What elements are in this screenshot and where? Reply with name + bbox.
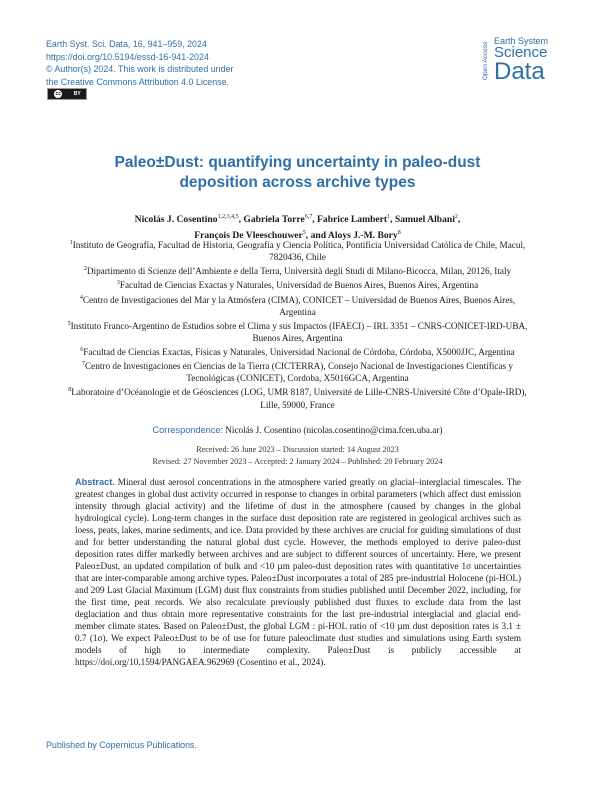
affiliation-text: Facultad de Ciencias Exactas, Físicas y Naturales, Universidad Nacional de Córdoba, Córdoba, X5000JJC, Argentina — [83, 347, 515, 358]
affiliation-item — [66, 318, 529, 344]
author-affiliation-marker: 6,7 — [304, 214, 313, 220]
journal-citation: Earth Syst. Sci. Data, 16, 941–959, 2024 — [46, 39, 207, 49]
affiliation-item — [66, 263, 529, 277]
affiliation-text: Centro de Investigaciones del Mar y la Atmósfera (CIMA), CONICET – Universidad de Buenos Aires, Buenos Aires, Argentina — [82, 294, 516, 317]
affiliation-item — [66, 292, 529, 318]
affiliation-number: 8 — [68, 387, 72, 394]
affiliation-item — [66, 237, 529, 263]
author-affiliation-marker: 1 — [387, 214, 391, 220]
author-affiliation-marker: 1,2,3,4,5 — [217, 214, 239, 220]
author-separator: , — [390, 214, 395, 226]
author-separator: , — [238, 214, 244, 226]
affiliation-number: 6 — [80, 347, 84, 354]
author-affiliation-marker: 5 — [302, 229, 306, 236]
affiliation-text: Instituto de Geografía, Facultad de Historia, Geografía y Ciencia Política, Pontificia Universidad Católica de Chile, Macul, 7820436, Chile — [72, 240, 526, 263]
affiliation-number: 4 — [79, 294, 83, 301]
abstract-text: Mineral dust aerosol concentrations in the atmosphere varied greatly on glacial–interglacial timescales. The greatest changes in global dust activity occurred in response to changes in orbital parameters (which affect dust emission intensity through glacial activity) and the lifetime of dust in the atmosphere (caused by changes in the global hydrological cycle). Long-term changes in the surface dust deposition rate are registered in geological archives such as loess, peats, lakes, marine sediments, and ice. Data provided by these archives are crucial for guiding simulations of dust and for better understanding the natural global dust cycle. However, the methods employed to derive paleo-dust deposition rates differ markedly between archives and are subject to different sources of uncertainty. Here, we present Paleo±Dust, an updated compilation of bulk and <10 µm paleo-dust deposition rates with quantitative 1σ uncertainties that are inter-comparable among archive types. Paleo±Dust incorporates a total of 285 pre-industrial Holocene (pi-HOL) and 209 Last Glacial Maximum (LGM) dust flux constraints from studies published until December 2022, including, for the first time, peat records. We also recalculate previously published dust fluxes to exclude data from the last deglaciation and thus obtain more representative constraints for the last pre-industrial interglacial and glacial end-member climate states. Based on Paleo±Dust, the global LGM : pi-HOL ratio of <10 µm dust deposition rates is 3.1 ± 0.7 (1σ). We expect Paleo±Dust to be of use for future paleoclimate dust studies and simulations using Earth system models of high to intermediate complexity. Paleo±Dust is publicly accessible at https://doi.org/10.1594/PANGAEA.962969 (Cosentino et al., 2024). — [75, 477, 521, 667]
author-name: Nicolás J. Cosentino — [134, 214, 218, 226]
copyright-line: © Author(s) 2024. This work is distributed under — [46, 64, 234, 74]
logo-line-earth-system: Earth System — [494, 36, 549, 46]
affiliation-list — [66, 237, 529, 411]
submission-dates — [60, 444, 535, 468]
logo-line-science: Science — [494, 44, 548, 61]
affiliation-number: 3 — [116, 280, 120, 287]
open-access-label: Open Access — [482, 41, 489, 81]
affiliation-number: 1 — [69, 240, 73, 246]
affiliation-number: 2 — [83, 266, 87, 273]
cc-icon: cc — [53, 89, 63, 99]
journal-logo — [482, 36, 562, 86]
affiliation-item — [66, 277, 529, 291]
author-name: Aloys J.-M. Bory — [327, 229, 398, 241]
doi-link[interactable]: https://doi.org/10.5194/essd-16-941-2024 — [46, 51, 209, 62]
affiliation-item — [66, 358, 529, 384]
author-affiliation-marker: 2 — [454, 214, 458, 220]
affiliation-text: Centro de Investigaciones en Ciencias de la Tierra (CICTERRA), Consejo Nacional de Investigaciones Científicas y Tecnológicas (CONICET), Cordoba, X5016GCA, Argentina — [85, 361, 513, 384]
title-line-1: Paleo±Dust: quantifying uncertainty in paleo-dust — [114, 154, 481, 171]
cc-by-license-badge[interactable] — [47, 88, 87, 100]
correspondence-label: Correspondence: — [152, 425, 223, 435]
abstract-label: Abstract. — [75, 477, 115, 487]
correspondence-contact[interactable]: Nicolás J. Cosentino (nicolas.cosentino@cima.fcen.uba.ar) — [225, 425, 443, 435]
logo-line-data: Data — [494, 58, 545, 85]
author-separator: , — [312, 214, 318, 226]
abstract — [75, 476, 521, 668]
affiliation-text: Laboratoire d’Océanologie et de Géosciences (LOG, UMR 8187, Université de Lille-CNRS-Université Côte d’Opale-IRD), Lille, 59000, France — [71, 387, 527, 410]
author-separator: , — [457, 214, 461, 226]
affiliation-item — [66, 384, 529, 410]
affiliation-number: 7 — [82, 361, 86, 368]
affiliation-text: Dipartimento di Scienze dell’Ambiente e della Terra, Università degli Studi di Milano-Bicocca, Milan, 20126, Italy — [86, 266, 512, 277]
paper-title — [60, 153, 535, 193]
author-affiliation-marker: 8 — [397, 229, 401, 236]
dates-line-1: Received: 26 June 2023 – Discussion started: 14 August 2023 — [196, 445, 399, 454]
header-citation — [46, 38, 346, 88]
author-name: Gabriela Torre — [243, 214, 305, 226]
author-separator: , and — [305, 229, 328, 241]
author-name: Samuel Albani — [394, 214, 455, 226]
affiliation-item — [66, 344, 529, 358]
title-line-2: deposition across archive types — [179, 174, 416, 191]
correspondence — [60, 425, 535, 435]
affiliation-text: Instituto Franco-Argentino de Estudios sobre el Clima y sus Impactos (IFAECI) – IRL 3351 – CNRS-CONICET-IRD-UBA, Buenos Aires, Argentina — [70, 320, 528, 343]
author-name: François De Vleeschouwer — [194, 229, 303, 241]
dates-line-2: Revised: 27 November 2023 – Accepted: 2 January 2024 – Published: 20 February 2024 — [152, 457, 443, 466]
author-name: Fabrice Lambert — [317, 214, 388, 226]
cc-by-label: BY — [73, 91, 81, 97]
affiliation-number: 5 — [67, 320, 71, 327]
license-line[interactable]: the Creative Commons Attribution 4.0 License. — [46, 76, 230, 87]
affiliation-text: Facultad de Ciencias Exactas y Naturales, Universidad de Buenos Aires, Buenos Aires, Argentina — [119, 280, 479, 291]
publisher-footer: Published by Copernicus Publications. — [46, 740, 197, 750]
